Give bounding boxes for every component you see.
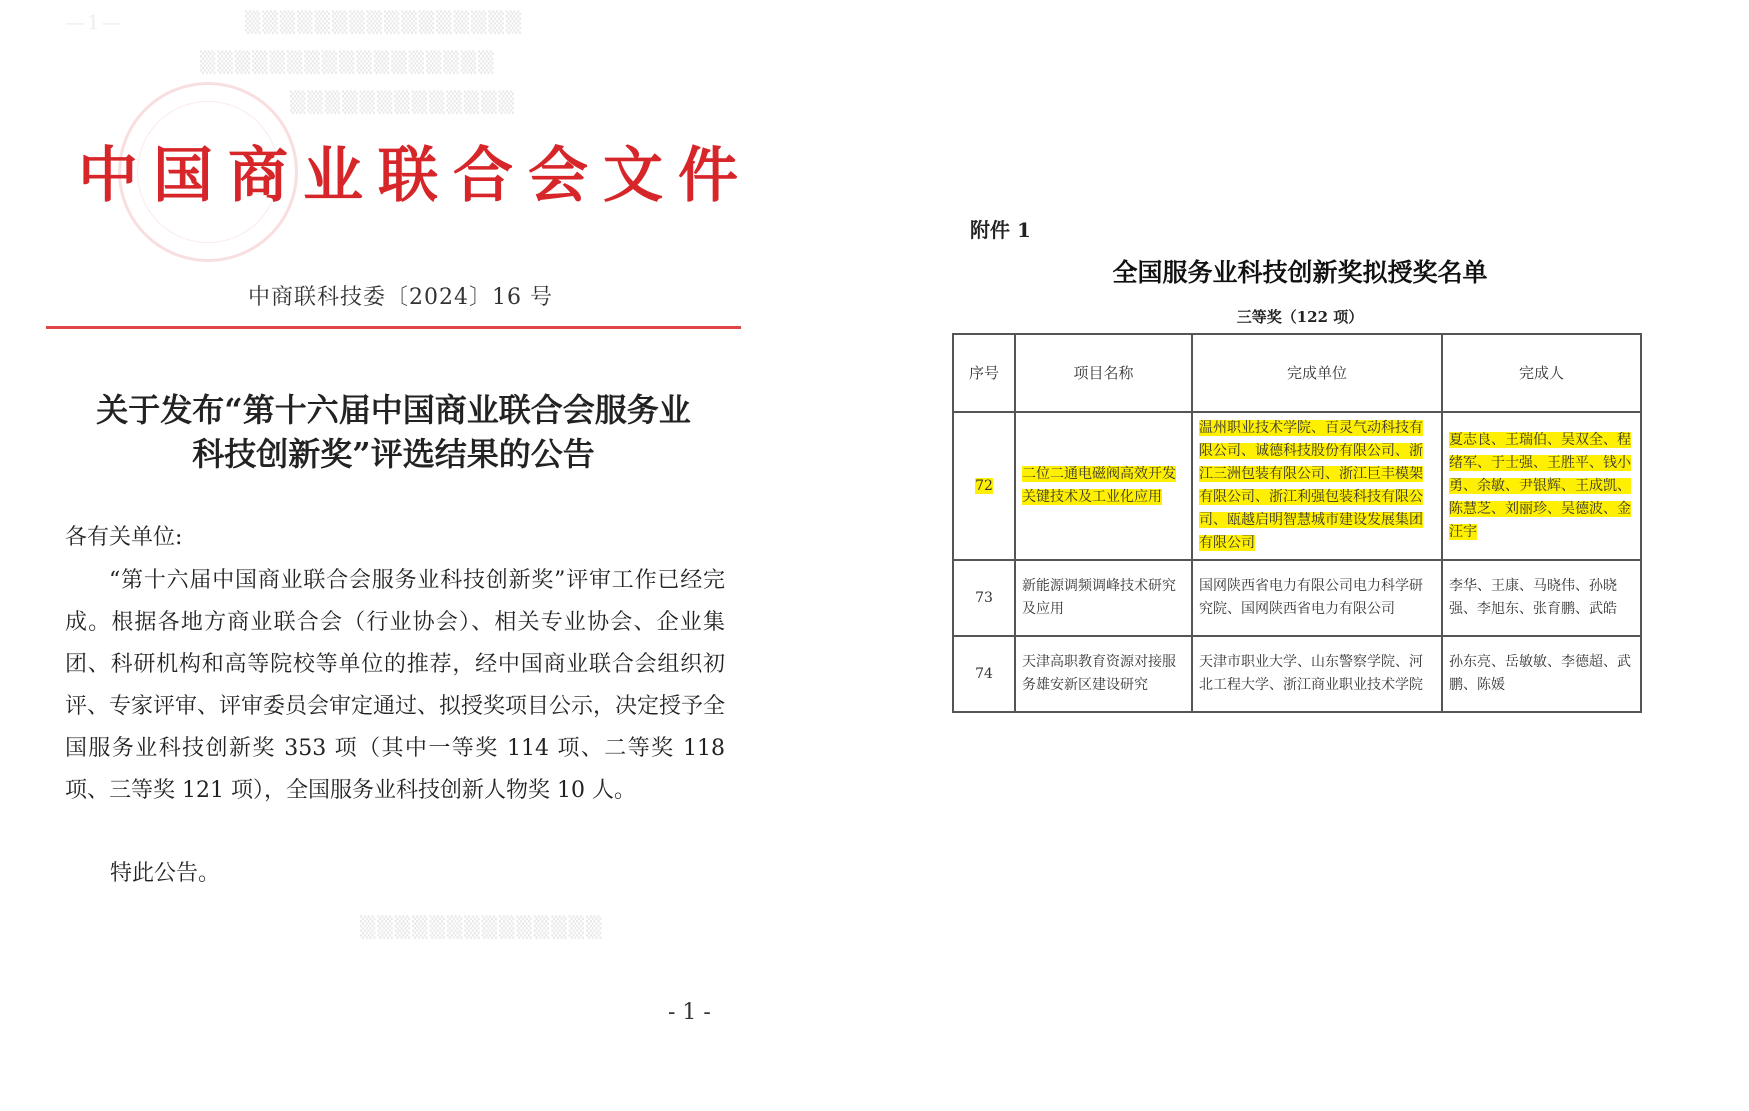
- completing-people: 夏志良、王瑞伯、吴双全、程绪军、于士强、王胜平、钱小勇、余敏、尹银辉、王成凯、陈慧芝、刘丽珍、吴德波、金汪宇: [1449, 431, 1631, 540]
- row-index: 74: [953, 636, 1015, 712]
- column-header-units: 完成单位: [1192, 334, 1442, 412]
- left-document-page: [0, 0, 810, 1111]
- people-cell: [1442, 412, 1641, 560]
- table-row: [953, 412, 1641, 560]
- award-table: [952, 333, 1642, 713]
- completing-people: 李华、王康、马晓伟、孙晓强、李旭东、张育鹏、武皓: [1442, 560, 1641, 636]
- bleed-through-text: ▒▒▒▒▒▒▒▒▒▒▒▒▒▒▒▒: [245, 10, 524, 34]
- column-header-project: 项目名称: [1015, 334, 1192, 412]
- units-cell: [1192, 412, 1442, 560]
- prize-tier-label: 三等奖（122 项）: [1236, 308, 1364, 326]
- salutation: 各有关单位:: [65, 525, 183, 550]
- bleed-through-text: ▒▒▒▒▒▒▒▒▒▒▒▒▒: [290, 90, 516, 114]
- row-index-cell: [953, 412, 1015, 560]
- header-divider: [46, 326, 741, 329]
- document-title: [46, 388, 741, 476]
- row-index: 73: [953, 560, 1015, 636]
- completing-units: 天津市职业大学、山东警察学院、河北工程大学、浙江商业职业技术学院: [1192, 636, 1442, 712]
- completing-units: 国网陕西省电力有限公司电力科学研究院、国网陕西省电力有限公司: [1192, 560, 1442, 636]
- closing-text: 特此公告。: [110, 861, 221, 886]
- project-cell: [1015, 412, 1192, 560]
- bleed-through-text: ▒▒▒▒▒▒▒▒▒▒▒▒▒▒: [360, 915, 604, 939]
- row-index: 72: [975, 477, 993, 494]
- document-title-line-2: 科技创新奖”评选结果的公告: [192, 435, 595, 473]
- table-row: [953, 636, 1641, 712]
- document-number: 中商联科技委〔2024〕16 号: [248, 285, 553, 310]
- bleed-through-text: —1—: [65, 10, 124, 34]
- announcement-body: “第十六届中国商业联合会服务业科技创新奖”评审工作已经完成。根据各地方商业联合会（行业协会）、相关专业协会、企业集团、科研机构和高等院校等单位的推荐，经中国商业联合会组织初评、专家评审、评审委员会审定通过、拟授奖项目公示，决定授予全国服务业科技创新奖 353 项（其中一等奖 114 项、二等奖 118 项、三等奖 121 项），全国服务业科技创新人物奖 10 人。: [65, 568, 726, 803]
- attachment-label: 附件 1: [970, 218, 1031, 242]
- project-name: 天津高职教育资源对接服务雄安新区建设研究: [1015, 636, 1192, 712]
- bleed-through-text: ▒▒▒▒▒▒▒▒▒▒▒▒▒▒▒▒▒: [200, 50, 496, 74]
- column-header-people: 完成人: [1442, 334, 1641, 412]
- project-name: 新能源调频调峰技术研究及应用: [1015, 560, 1192, 636]
- completing-units: 温州职业技术学院、百灵气动科技有限公司、诚德科技股份有限公司、浙江三洲包装有限公司、浙江巨丰模架有限公司、浙江利强包装科技有限公司、瓯越启明智慧城市建设发展集团有限公司: [1199, 420, 1423, 551]
- document-title-line-1: 关于发布“第十六届中国商业联合会服务业: [96, 391, 691, 429]
- page-number: - 1 -: [668, 1000, 711, 1025]
- column-header-index: 序号: [953, 334, 1015, 412]
- table-header-row: [953, 334, 1641, 412]
- award-list-title: 全国服务业科技创新奖拟授奖名单: [1112, 258, 1488, 287]
- table-row: [953, 560, 1641, 636]
- document-header: 中国商业联合会文件: [78, 141, 753, 211]
- project-name: 二位二通电磁阀高效开发关键技术及工业化应用: [1022, 466, 1176, 505]
- completing-people: 孙东亮、岳敏敏、李德超、武鹏、陈媛: [1442, 636, 1641, 712]
